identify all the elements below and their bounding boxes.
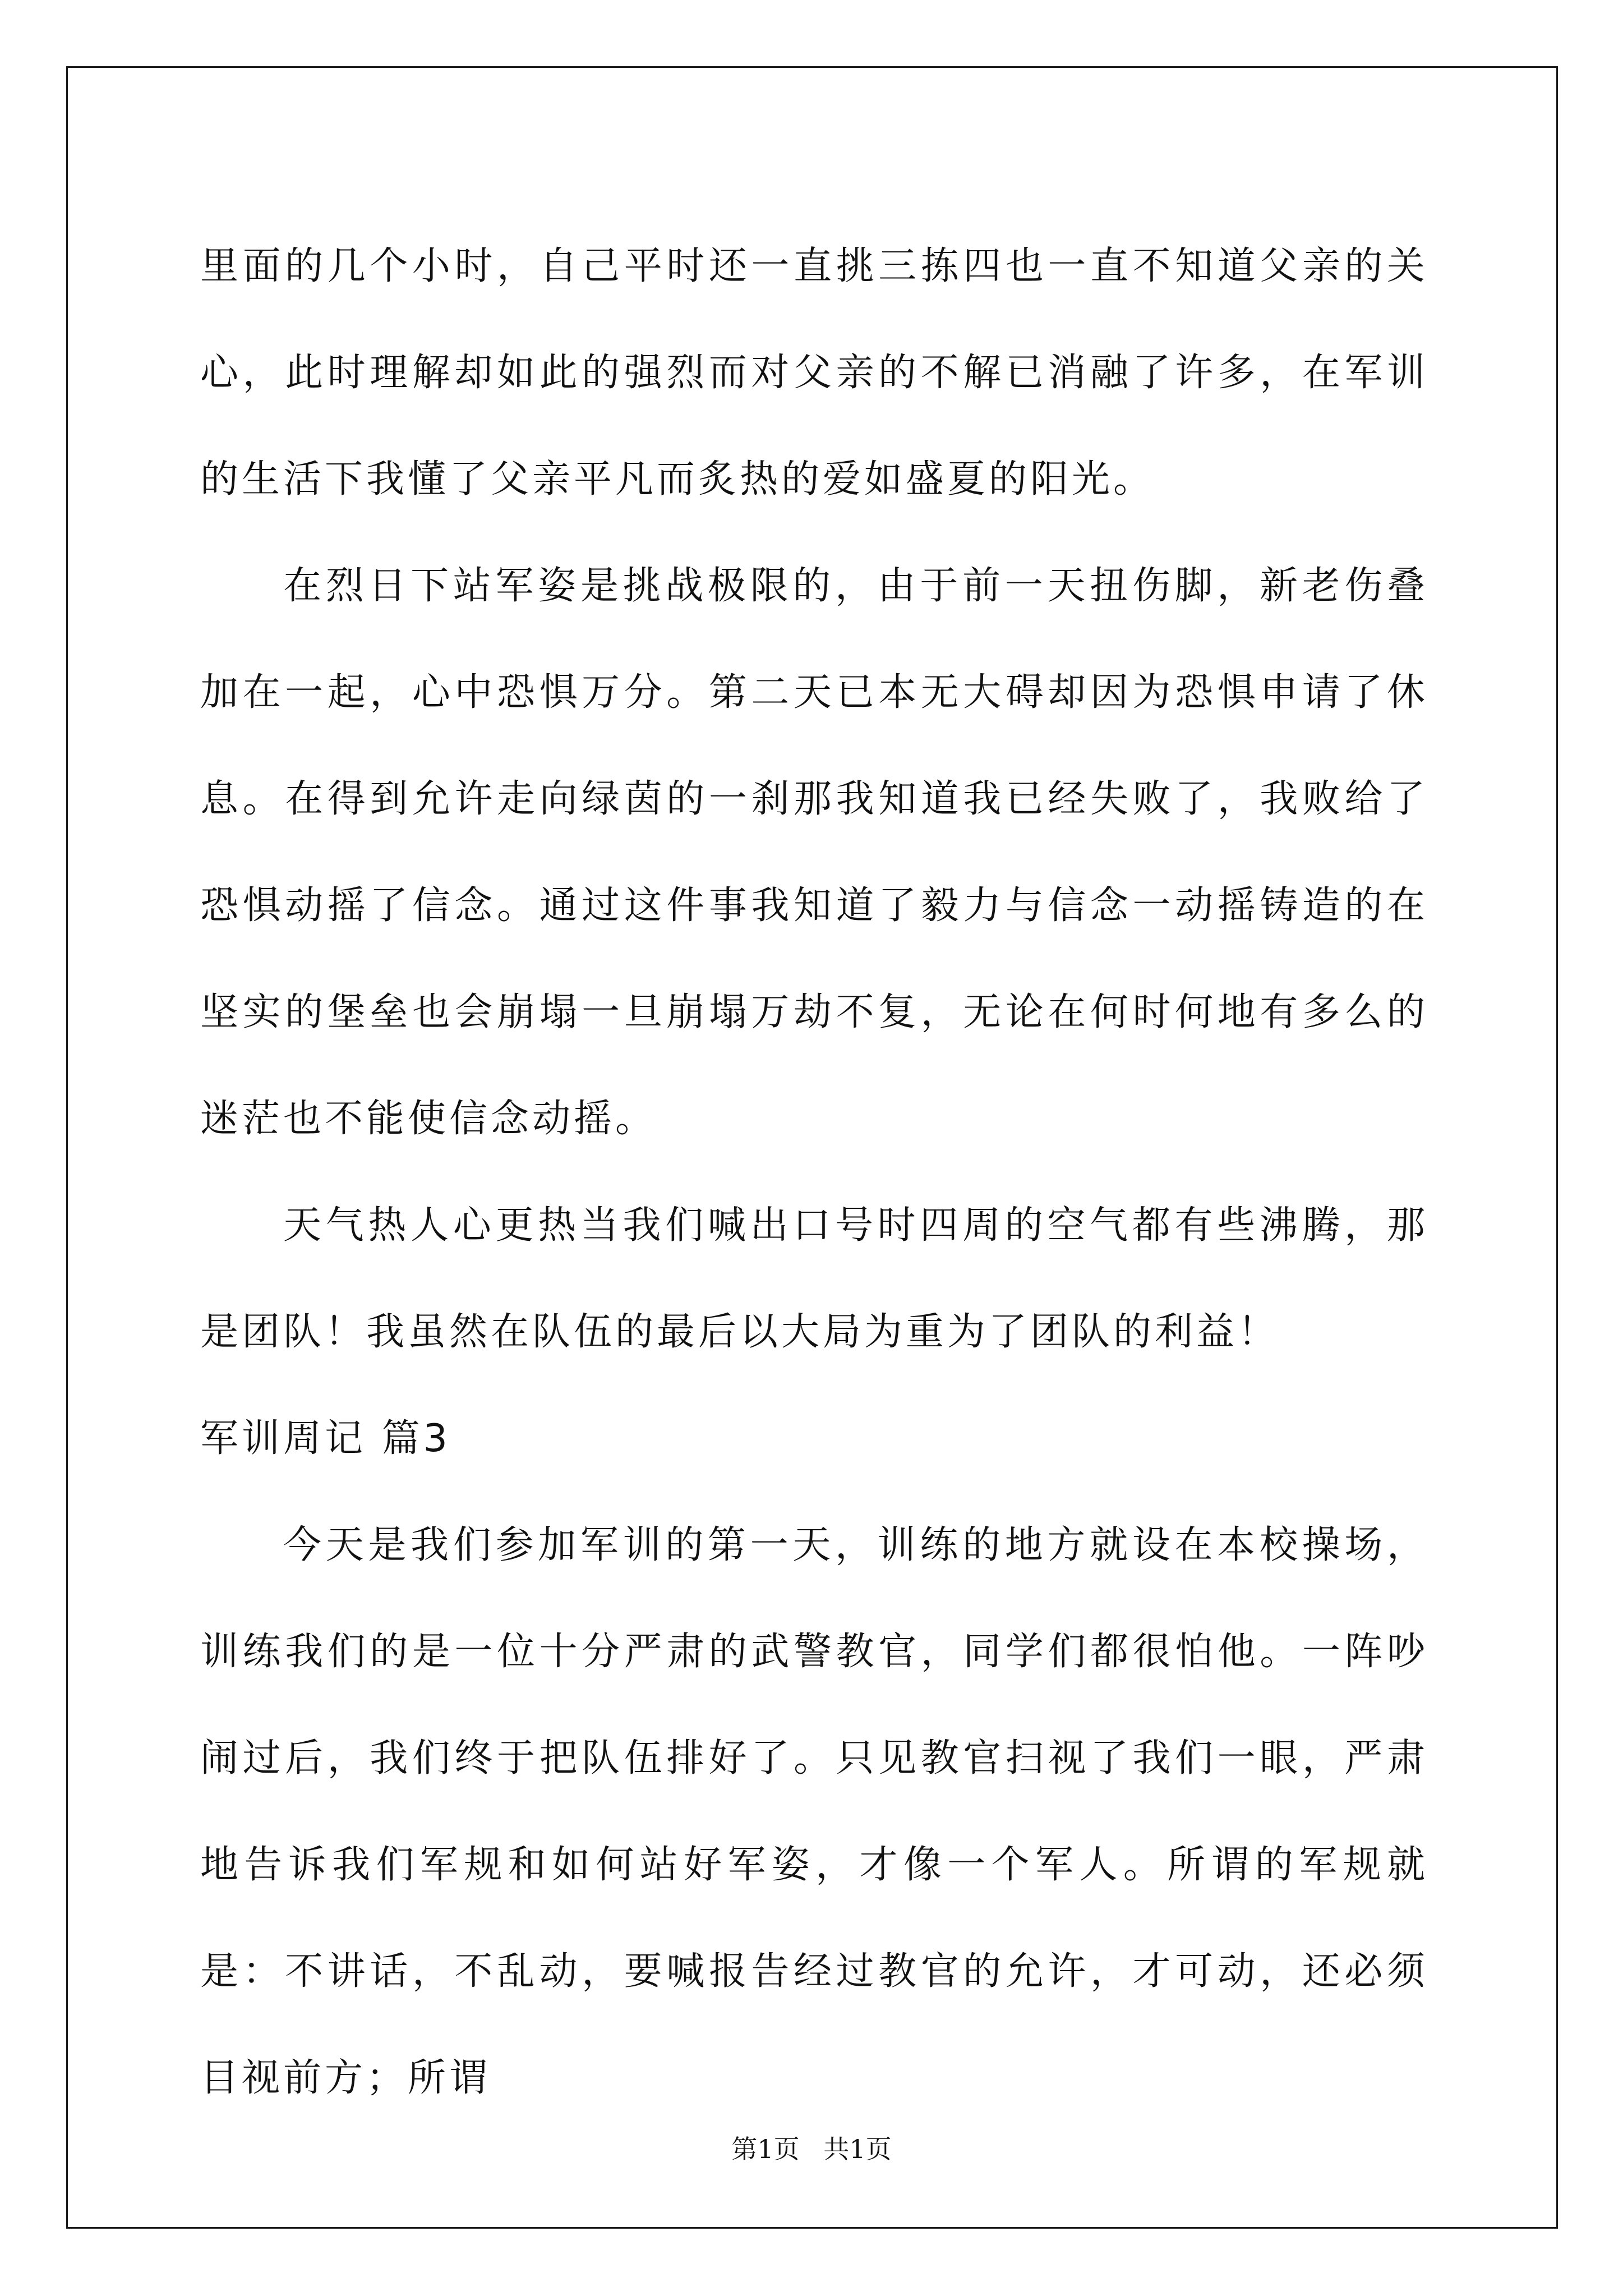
page-total: 共1页 xyxy=(823,2134,892,2164)
paragraph-2: 在烈日下站军姿是挑战极限的，由于前一天扭伤脚，新老伤叠加在一起，心中恐惧万分。第二天已本无大碍却因为恐惧申请了休息。在得到允许走向绿茵的一刹那我知道我已经失败了，我败给了恐惧动摇了信念。通过这件事我知道了毅力与信念一动摇铸造的在坚实的堡垒也会崩塌一旦崩塌万劫不复，无论在何时何地有多么的迷茫也不能使信念动摇。 xyxy=(200,564,1428,1141)
paragraph-4: 今天是我们参加军训的第一天，训练的地方就设在本校操场，训练我们的是一位十分严肃的武警教官，同学们都很怕他。一阵吵闹过后，我们终于把队伍排好了。只见教官扫视了我们一眼，严肃地告诉我们军规和如何站好军姿，才像一个军人。所谓的军规就是：不讲话，不乱动，要喊报告经过教官的允许，才可动，还必须目视前方；所谓 xyxy=(200,1523,1428,2100)
page-number: 第1页 xyxy=(731,2134,800,2164)
page-footer xyxy=(0,2129,1623,2166)
document-body xyxy=(200,213,1428,2132)
paragraph-3: 天气热人心更热当我们喊出口号时四周的空气都有些沸腾，那是团队！我虽然在队伍的最后以大局为重为了团队的利益！ xyxy=(200,1203,1428,1354)
paragraph-1: 里面的几个小时，自己平时还一直挑三拣四也一直不知道父亲的关心，此时理解却如此的强烈而对父亲的不解已消融了许多，在军训的生活下我懂了父亲平凡而炙热的爱如盛夏的阳光。 xyxy=(200,244,1428,501)
section-heading: 军训周记 篇3 xyxy=(200,1416,451,1461)
